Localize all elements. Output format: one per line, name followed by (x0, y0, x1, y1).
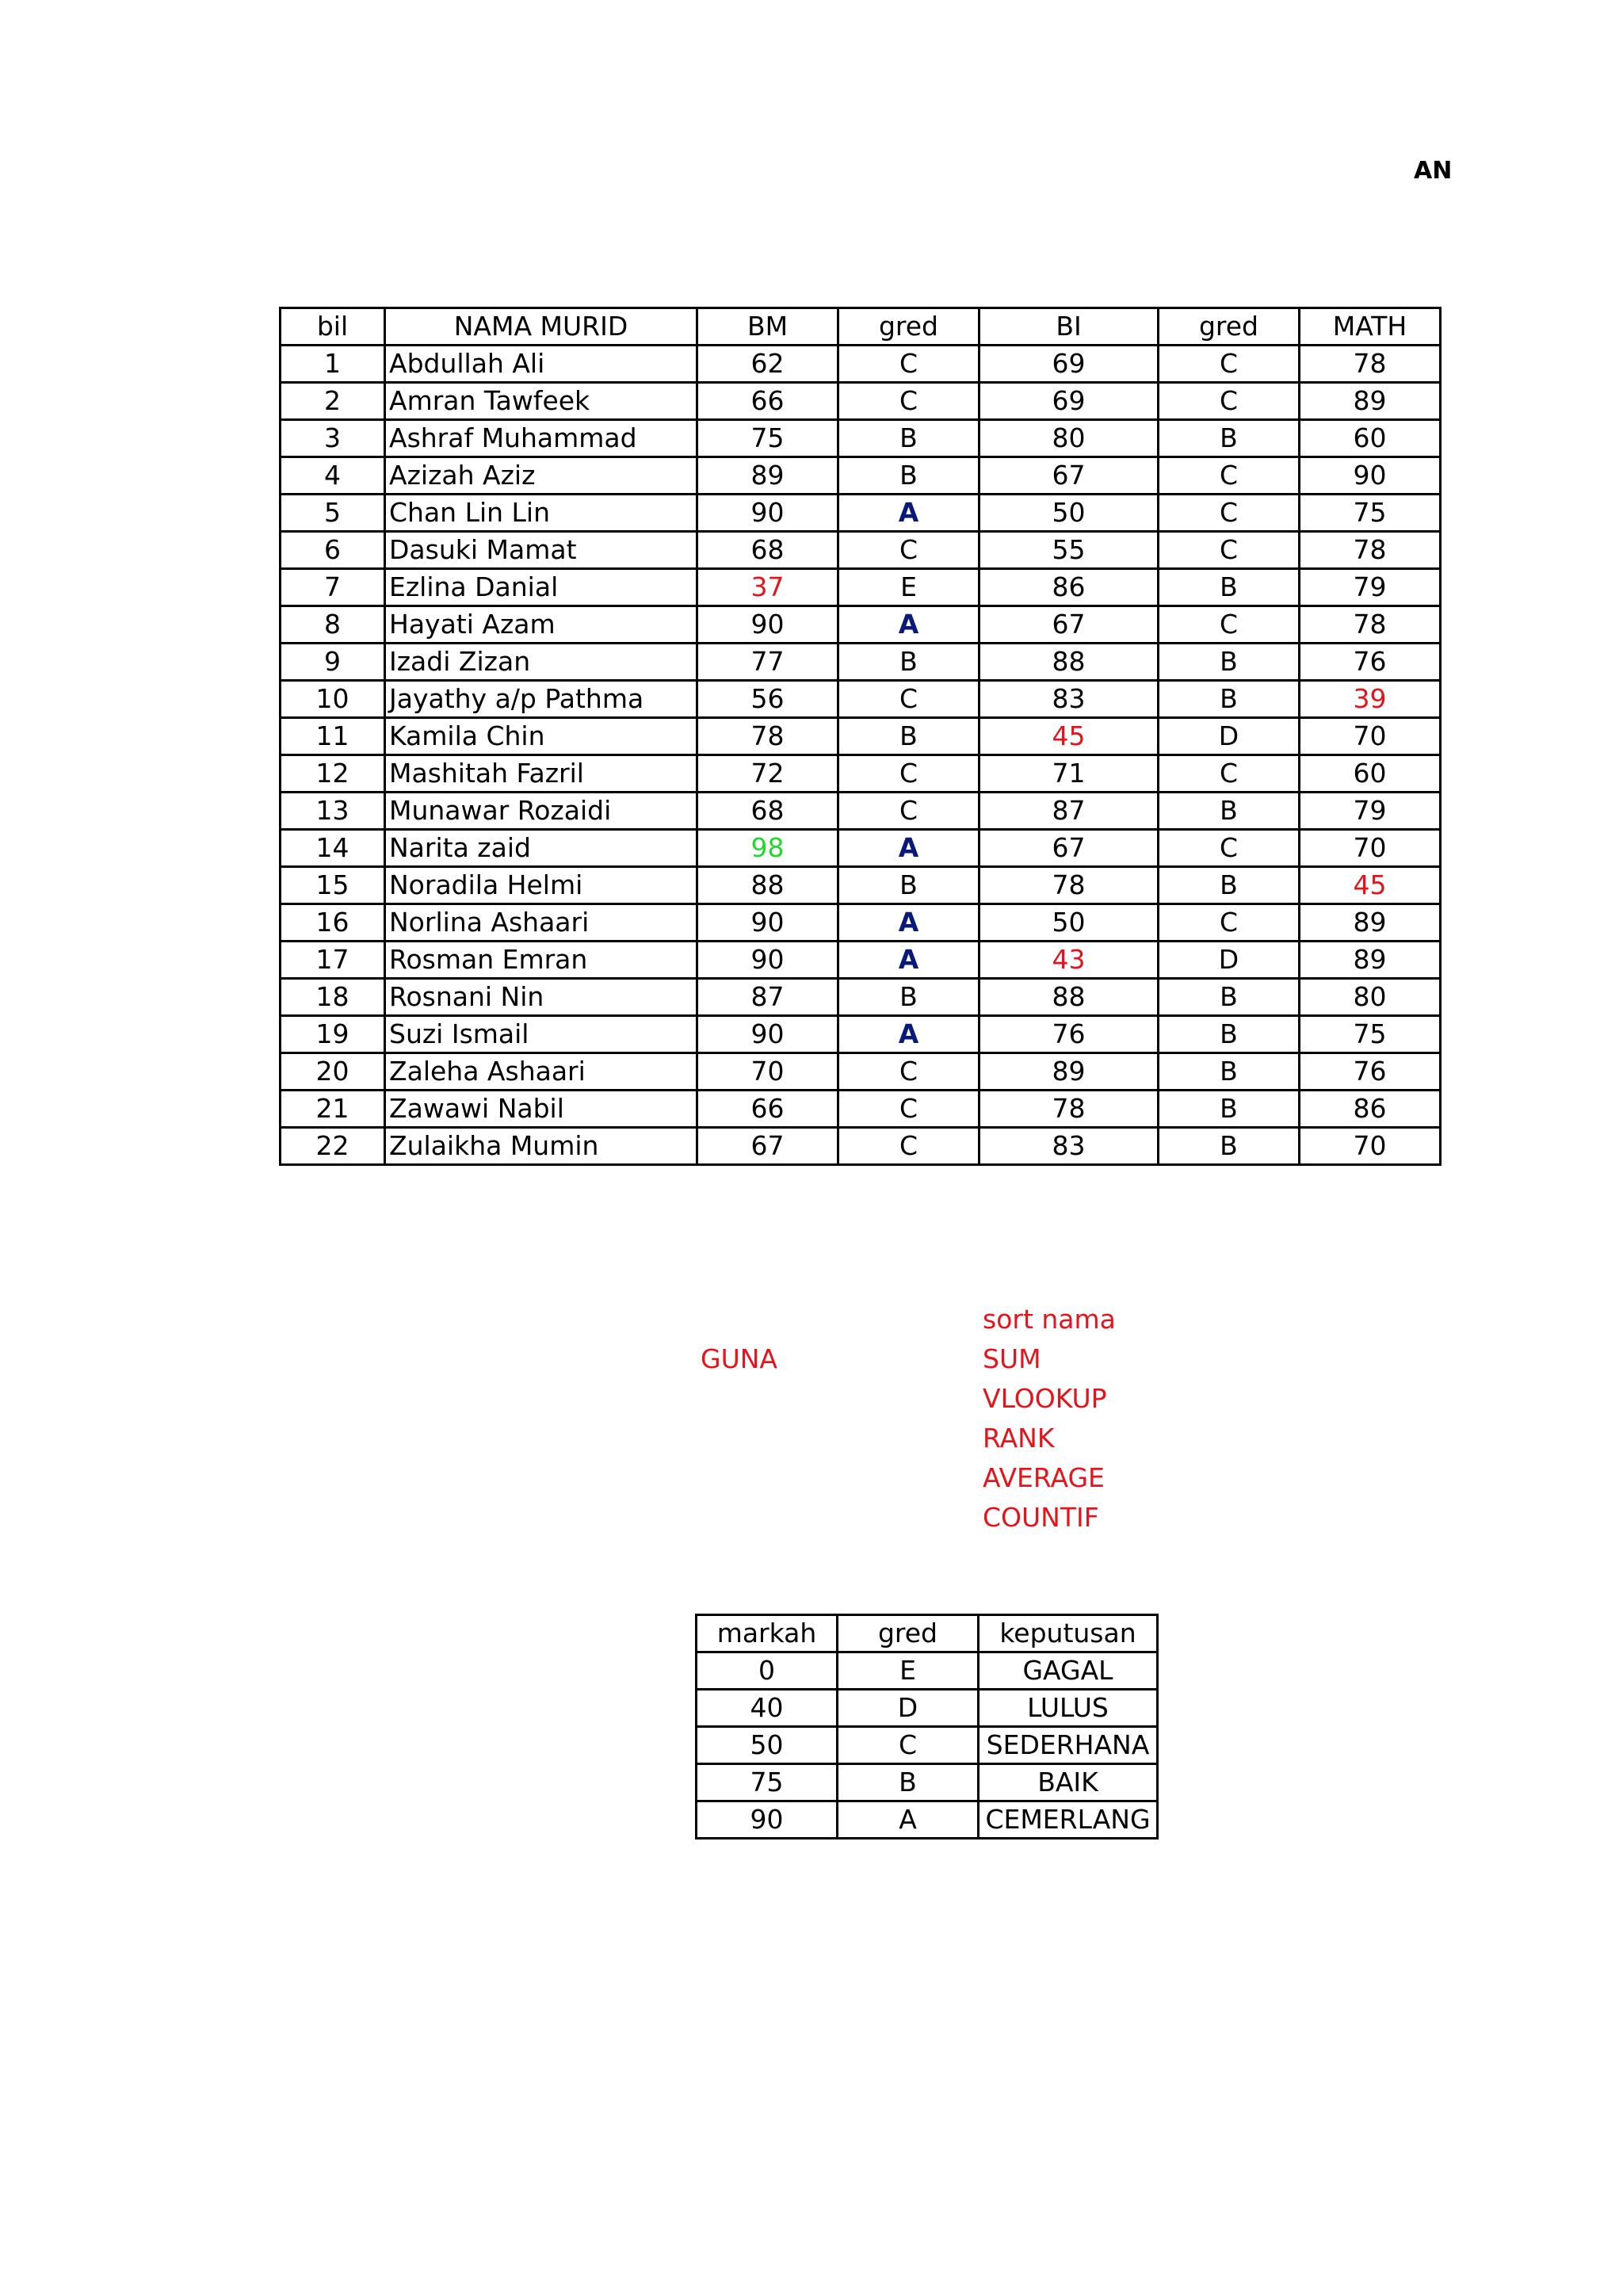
table-row (281, 383, 1441, 420)
math-mark-cell[interactable]: 45 (1300, 867, 1441, 904)
bm-mark-cell[interactable]: 90 (697, 495, 838, 532)
bm-grade-cell[interactable]: A (838, 942, 980, 979)
student-name-cell[interactable]: Suzi Ismail (385, 1016, 697, 1053)
keputusan-cell[interactable]: BAIK (979, 1764, 1158, 1801)
bm-mark-cell[interactable]: 77 (697, 644, 838, 681)
student-name-cell[interactable]: Zawawi Nabil (385, 1091, 697, 1128)
math-mark-cell[interactable]: 89 (1300, 383, 1441, 420)
bi-mark-cell[interactable]: 71 (980, 755, 1159, 793)
math-mark-cell[interactable]: 70 (1300, 718, 1441, 755)
bi-grade-cell[interactable]: B (1159, 1016, 1300, 1053)
lookup-row (697, 1764, 1158, 1801)
bm-mark-cell[interactable]: 72 (697, 755, 838, 793)
math-mark-cell[interactable]: 75 (1300, 495, 1441, 532)
lookup-row (697, 1690, 1158, 1727)
student-name-cell[interactable]: Munawar Rozaidi (385, 793, 697, 830)
header-bi-grade[interactable]: gred (1159, 308, 1300, 346)
bi-mark-cell[interactable]: 88 (980, 644, 1159, 681)
bi-mark-cell[interactable]: 88 (980, 979, 1159, 1016)
bi-grade-cell[interactable]: C (1159, 830, 1300, 867)
math-mark-cell[interactable]: 86 (1300, 1091, 1441, 1128)
bil-cell[interactable]: 11 (281, 718, 385, 755)
student-name-cell[interactable]: Abdullah Ali (385, 346, 697, 383)
math-mark-cell[interactable]: 90 (1300, 457, 1441, 495)
bil-cell[interactable]: 4 (281, 457, 385, 495)
bil-cell[interactable]: 8 (281, 606, 385, 644)
bm-grade-cell[interactable]: E (838, 569, 980, 606)
bi-mark-cell[interactable]: 69 (980, 346, 1159, 383)
bi-mark-cell[interactable]: 86 (980, 569, 1159, 606)
math-mark-cell[interactable]: 79 (1300, 793, 1441, 830)
bil-cell[interactable]: 1 (281, 346, 385, 383)
table-row (281, 718, 1441, 755)
student-name-cell[interactable]: Noradila Helmi (385, 867, 697, 904)
function-item[interactable]: AVERAGE (983, 1462, 1105, 1493)
bil-cell[interactable]: 19 (281, 1016, 385, 1053)
bi-mark-cell[interactable]: 67 (980, 830, 1159, 867)
math-mark-cell[interactable]: 89 (1300, 904, 1441, 942)
table-row (281, 495, 1441, 532)
bil-cell[interactable]: 22 (281, 1128, 385, 1165)
table-row (281, 346, 1441, 383)
table-row (281, 793, 1441, 830)
bil-cell[interactable]: 7 (281, 569, 385, 606)
bi-mark-cell[interactable]: 87 (980, 793, 1159, 830)
bi-mark-cell[interactable]: 78 (980, 1091, 1159, 1128)
gred-cell[interactable]: B (838, 1764, 979, 1801)
math-mark-cell[interactable]: 76 (1300, 644, 1441, 681)
bi-grade-cell[interactable]: C (1159, 383, 1300, 420)
bi-grade-cell[interactable]: B (1159, 681, 1300, 718)
bi-grade-cell[interactable]: C (1159, 346, 1300, 383)
keputusan-cell[interactable]: SEDERHANA (979, 1727, 1158, 1764)
bi-mark-cell[interactable]: 50 (980, 495, 1159, 532)
bm-grade-cell[interactable]: C (838, 1053, 980, 1091)
gred-cell[interactable]: D (838, 1690, 979, 1727)
table-row (281, 644, 1441, 681)
bil-cell[interactable]: 17 (281, 942, 385, 979)
bi-grade-cell[interactable]: B (1159, 420, 1300, 457)
bm-mark-cell[interactable]: 68 (697, 532, 838, 569)
table-row (281, 1016, 1441, 1053)
function-item[interactable]: sort nama (983, 1304, 1116, 1335)
math-mark-cell[interactable]: 75 (1300, 1016, 1441, 1053)
bm-grade-cell[interactable]: B (838, 718, 980, 755)
bi-grade-cell[interactable]: D (1159, 718, 1300, 755)
lookup-header-row (697, 1615, 1158, 1652)
bi-mark-cell[interactable]: 55 (980, 532, 1159, 569)
bil-cell[interactable]: 14 (281, 830, 385, 867)
bi-grade-cell[interactable]: C (1159, 606, 1300, 644)
math-mark-cell[interactable]: 89 (1300, 942, 1441, 979)
bi-grade-cell[interactable]: C (1159, 457, 1300, 495)
markah-cell[interactable]: 50 (697, 1727, 838, 1764)
table-row (281, 830, 1441, 867)
lookup-row (697, 1801, 1158, 1839)
bm-mark-cell[interactable]: 90 (697, 1016, 838, 1053)
bm-grade-cell[interactable]: B (838, 867, 980, 904)
bil-cell[interactable]: 3 (281, 420, 385, 457)
bil-cell[interactable]: 13 (281, 793, 385, 830)
bm-grade-cell[interactable]: A (838, 904, 980, 942)
student-name-cell[interactable]: Hayati Azam (385, 606, 697, 644)
bm-mark-cell[interactable]: 68 (697, 793, 838, 830)
bi-mark-cell[interactable]: 83 (980, 1128, 1159, 1165)
student-name-cell[interactable]: Norlina Ashaari (385, 904, 697, 942)
bi-grade-cell[interactable]: B (1159, 1053, 1300, 1091)
bil-cell[interactable]: 16 (281, 904, 385, 942)
bi-mark-cell[interactable]: 89 (980, 1053, 1159, 1091)
math-mark-cell[interactable]: 78 (1300, 346, 1441, 383)
table-row (281, 1128, 1441, 1165)
guna-label: GUNA (701, 1343, 777, 1374)
student-name-cell[interactable]: Rosman Emran (385, 942, 697, 979)
bi-grade-cell[interactable]: B (1159, 569, 1300, 606)
grade-lookup-table (695, 1614, 1159, 1839)
table-row (281, 606, 1441, 644)
bi-grade-cell[interactable]: B (1159, 1091, 1300, 1128)
gred-cell[interactable]: E (838, 1652, 979, 1690)
table-row (281, 681, 1441, 718)
bil-cell[interactable]: 18 (281, 979, 385, 1016)
bi-grade-cell[interactable]: B (1159, 1128, 1300, 1165)
bm-mark-cell[interactable]: 88 (697, 867, 838, 904)
function-item[interactable]: RANK (983, 1423, 1055, 1454)
bm-grade-cell[interactable]: C (838, 346, 980, 383)
bi-grade-cell[interactable]: C (1159, 532, 1300, 569)
bil-cell[interactable]: 15 (281, 867, 385, 904)
bm-mark-cell[interactable]: 87 (697, 979, 838, 1016)
bm-mark-cell[interactable]: 90 (697, 942, 838, 979)
bi-grade-cell[interactable]: B (1159, 644, 1300, 681)
bi-mark-cell[interactable]: 45 (980, 718, 1159, 755)
bm-grade-cell[interactable]: B (838, 979, 980, 1016)
bm-mark-cell[interactable]: 90 (697, 904, 838, 942)
bil-cell[interactable]: 6 (281, 532, 385, 569)
markah-cell[interactable]: 75 (697, 1764, 838, 1801)
bm-mark-cell[interactable]: 62 (697, 346, 838, 383)
student-name-cell[interactable]: Izadi Zizan (385, 644, 697, 681)
bil-cell[interactable]: 9 (281, 644, 385, 681)
table-row (281, 1091, 1441, 1128)
bil-cell[interactable]: 21 (281, 1091, 385, 1128)
table-row (281, 569, 1441, 606)
bi-mark-cell[interactable]: 43 (980, 942, 1159, 979)
header-math-mark[interactable]: MATH (1300, 308, 1441, 346)
table-row (281, 979, 1441, 1016)
gred-cell[interactable]: C (838, 1727, 979, 1764)
bi-grade-cell[interactable]: B (1159, 979, 1300, 1016)
bm-mark-cell[interactable]: 66 (697, 1091, 838, 1128)
bm-grade-cell[interactable]: C (838, 383, 980, 420)
student-name-cell[interactable]: Jayathy a/p Pathma (385, 681, 697, 718)
table-row (281, 755, 1441, 793)
student-name-cell[interactable]: Ashraf Muhammad (385, 420, 697, 457)
function-item[interactable]: VLOOKUP (983, 1383, 1107, 1414)
bm-mark-cell[interactable]: 78 (697, 718, 838, 755)
student-name-cell[interactable]: Mashitah Fazril (385, 755, 697, 793)
markah-cell[interactable]: 40 (697, 1690, 838, 1727)
student-name-cell[interactable]: Narita zaid (385, 830, 697, 867)
bil-cell[interactable]: 5 (281, 495, 385, 532)
table-row (281, 904, 1441, 942)
bil-cell[interactable]: 2 (281, 383, 385, 420)
student-name-cell[interactable]: Chan Lin Lin (385, 495, 697, 532)
bi-mark-cell[interactable]: 67 (980, 457, 1159, 495)
bi-grade-cell[interactable]: C (1159, 755, 1300, 793)
bm-grade-cell[interactable]: C (838, 1128, 980, 1165)
bm-mark-cell[interactable]: 56 (697, 681, 838, 718)
bi-mark-cell[interactable]: 50 (980, 904, 1159, 942)
keputusan-cell[interactable]: GAGAL (979, 1652, 1158, 1690)
lookup-header-gred[interactable]: gred (838, 1615, 979, 1652)
bi-grade-cell[interactable]: B (1159, 793, 1300, 830)
lookup-row (697, 1727, 1158, 1764)
math-mark-cell[interactable]: 78 (1300, 606, 1441, 644)
bi-mark-cell[interactable]: 80 (980, 420, 1159, 457)
bi-mark-cell[interactable]: 78 (980, 867, 1159, 904)
table-row (281, 867, 1441, 904)
bm-grade-cell[interactable]: C (838, 681, 980, 718)
math-mark-cell[interactable]: 39 (1300, 681, 1441, 718)
bi-mark-cell[interactable]: 76 (980, 1016, 1159, 1053)
math-mark-cell[interactable]: 79 (1300, 569, 1441, 606)
bm-mark-cell[interactable]: 67 (697, 1128, 838, 1165)
bm-grade-cell[interactable]: A (838, 495, 980, 532)
header-bm-grade[interactable]: gred (838, 308, 980, 346)
header-bi-mark[interactable]: BI (980, 308, 1159, 346)
table-row (281, 942, 1441, 979)
function-list (983, 1300, 1116, 1538)
header-bil[interactable]: bil (281, 308, 385, 346)
bm-grade-cell[interactable]: C (838, 755, 980, 793)
header-row (281, 308, 1441, 346)
student-name-cell[interactable]: Rosnani Nin (385, 979, 697, 1016)
lookup-row (697, 1652, 1158, 1690)
bm-mark-cell[interactable]: 37 (697, 569, 838, 606)
sheet-title-fragment: AN (1414, 157, 1453, 185)
math-mark-cell[interactable]: 70 (1300, 830, 1441, 867)
bm-mark-cell[interactable]: 66 (697, 383, 838, 420)
bm-grade-cell[interactable]: C (838, 793, 980, 830)
keputusan-cell[interactable]: CEMERLANG (979, 1801, 1158, 1839)
table-row (281, 532, 1441, 569)
math-mark-cell[interactable]: 76 (1300, 1053, 1441, 1091)
table-row (281, 420, 1441, 457)
student-name-cell[interactable]: Amran Tawfeek (385, 383, 697, 420)
student-name-cell[interactable]: Ezlina Danial (385, 569, 697, 606)
bm-grade-cell[interactable]: C (838, 532, 980, 569)
math-mark-cell[interactable]: 80 (1300, 979, 1441, 1016)
bm-grade-cell[interactable]: B (838, 457, 980, 495)
student-name-cell[interactable]: Kamila Chin (385, 718, 697, 755)
math-mark-cell[interactable]: 60 (1300, 420, 1441, 457)
bm-mark-cell[interactable]: 90 (697, 606, 838, 644)
header-student-name[interactable]: NAMA MURID (385, 308, 697, 346)
bm-grade-cell[interactable]: C (838, 1091, 980, 1128)
function-item[interactable]: SUM (983, 1343, 1041, 1374)
table-row (281, 457, 1441, 495)
bi-grade-cell[interactable]: D (1159, 942, 1300, 979)
bil-cell[interactable]: 10 (281, 681, 385, 718)
lookup-header-keputusan[interactable]: keputusan (979, 1615, 1158, 1652)
lookup-header-markah[interactable]: markah (697, 1615, 838, 1652)
student-marks-table (279, 307, 1442, 1166)
bm-mark-cell[interactable]: 89 (697, 457, 838, 495)
math-mark-cell[interactable]: 70 (1300, 1128, 1441, 1165)
bm-grade-cell[interactable]: B (838, 644, 980, 681)
keputusan-cell[interactable]: LULUS (979, 1690, 1158, 1727)
bm-grade-cell[interactable]: A (838, 1016, 980, 1053)
gred-cell[interactable]: A (838, 1801, 979, 1839)
bi-grade-cell[interactable]: B (1159, 867, 1300, 904)
bi-mark-cell[interactable]: 69 (980, 383, 1159, 420)
bm-grade-cell[interactable]: B (838, 420, 980, 457)
bm-grade-cell[interactable]: A (838, 606, 980, 644)
table-row (281, 1053, 1441, 1091)
math-mark-cell[interactable]: 78 (1300, 532, 1441, 569)
function-item[interactable]: COUNTIF (983, 1502, 1099, 1533)
bm-mark-cell[interactable]: 70 (697, 1053, 838, 1091)
bi-mark-cell[interactable]: 83 (980, 681, 1159, 718)
student-name-cell[interactable]: Dasuki Mamat (385, 532, 697, 569)
student-name-cell[interactable]: Zulaikha Mumin (385, 1128, 697, 1165)
markah-cell[interactable]: 90 (697, 1801, 838, 1839)
student-name-cell[interactable]: Zaleha Ashaari (385, 1053, 697, 1091)
bi-grade-cell[interactable]: C (1159, 495, 1300, 532)
bm-mark-cell[interactable]: 98 (697, 830, 838, 867)
header-bm-mark[interactable]: BM (697, 308, 838, 346)
bi-mark-cell[interactable]: 67 (980, 606, 1159, 644)
bil-cell[interactable]: 12 (281, 755, 385, 793)
student-name-cell[interactable]: Azizah Aziz (385, 457, 697, 495)
bi-grade-cell[interactable]: C (1159, 904, 1300, 942)
bm-grade-cell[interactable]: A (838, 830, 980, 867)
bm-mark-cell[interactable]: 75 (697, 420, 838, 457)
markah-cell[interactable]: 0 (697, 1652, 838, 1690)
bil-cell[interactable]: 20 (281, 1053, 385, 1091)
math-mark-cell[interactable]: 60 (1300, 755, 1441, 793)
